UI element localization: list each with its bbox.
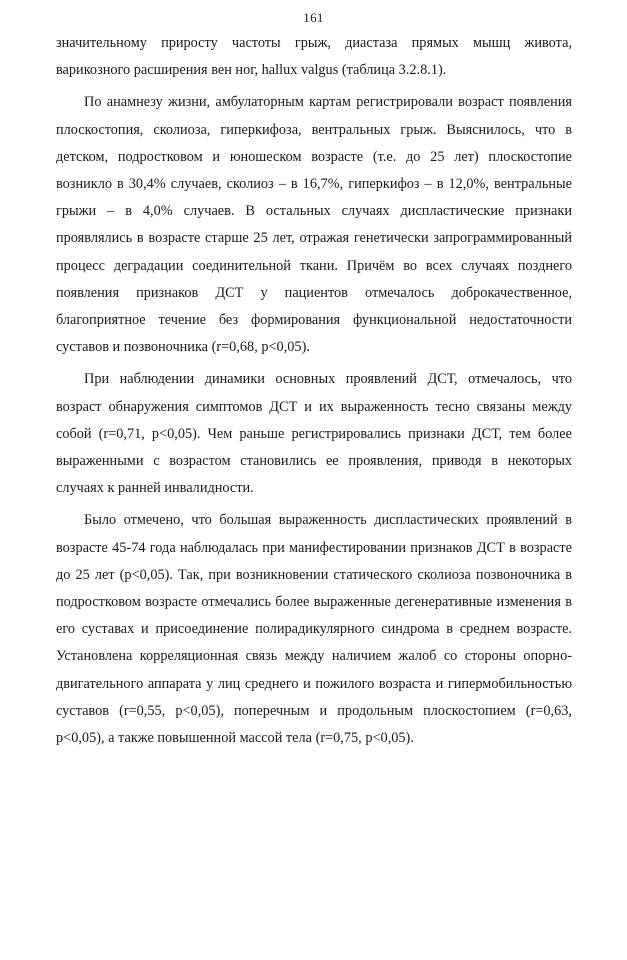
- paragraph-correlation: Было отмечено, что большая выраженность диспластических проявлений в возрасте 45-74 года наблюдалась при манифестировании признаков ДСТ в возрасте до 25 лет (p<0,05). Так, при возникновении статического сколиоза позвоночника в подростковом возрасте отмечались более выраженные дегенеративные изменения в его суставах и присоединение полирадикулярного синдрома в среднем возрасте. Установлена корреляционная связь между наличием жалоб со стороны опорно-двигательного аппарата у лиц среднего и пожилого возраста и гипермобильностью суставов (r=0,55, p<0,05), поперечным и продольным плоскостопием (r=0,63, p<0,05), а также повышенной массой тела (r=0,75, p<0,05).: [56, 512, 572, 747]
- paragraph-anamnesis: По анамнезу жизни, амбулаторным картам регистрировали возраст появления плоскостопия, сколиоза, гиперкифоза, вентральных грыж. Выяснилось, что в детском, подростковом и юношеском возрасте (т.е. до 25 лет) плоскостопие возникло в 30,4% случаев, сколиоз – в 16,7%, гиперкифоз – в 12,0%, вентральные грыжи – в 4,0% случаев. В остальных случаях диспластические признаки проявлялись в возрасте старше 25 лет, отражая генетически запрограммированный процесс деградации соединительной ткани. Причём во всех случаях позднего появления признаков ДСТ у пациентов отмечалось доброкачественное, благоприятное течение без формирования функциональной недостаточности суставов и позвоночника (r=0,68, p<0,05).: [56, 94, 572, 356]
- paragraph-continuation: значительному приросту частоты грыж, диастаза прямых мышц живота, варикозного расширения вен ног, hallux valgus (таблица 3.2.8.1).: [56, 35, 572, 79]
- paragraph-dynamics: При наблюдении динамики основных проявлений ДСТ, отмечалось, что возраст обнаружения симптомов ДСТ и их выраженность тесно связаны между собой (r=0,71, p<0,05). Чем раньше регистрировались признаки ДСТ, тем более выраженными с возрастом становились ее проявления, приводя в некоторых случаях к ранней инвалидности.: [56, 371, 572, 497]
- page-number: 161: [303, 10, 324, 25]
- body-text: [56, 30, 572, 752]
